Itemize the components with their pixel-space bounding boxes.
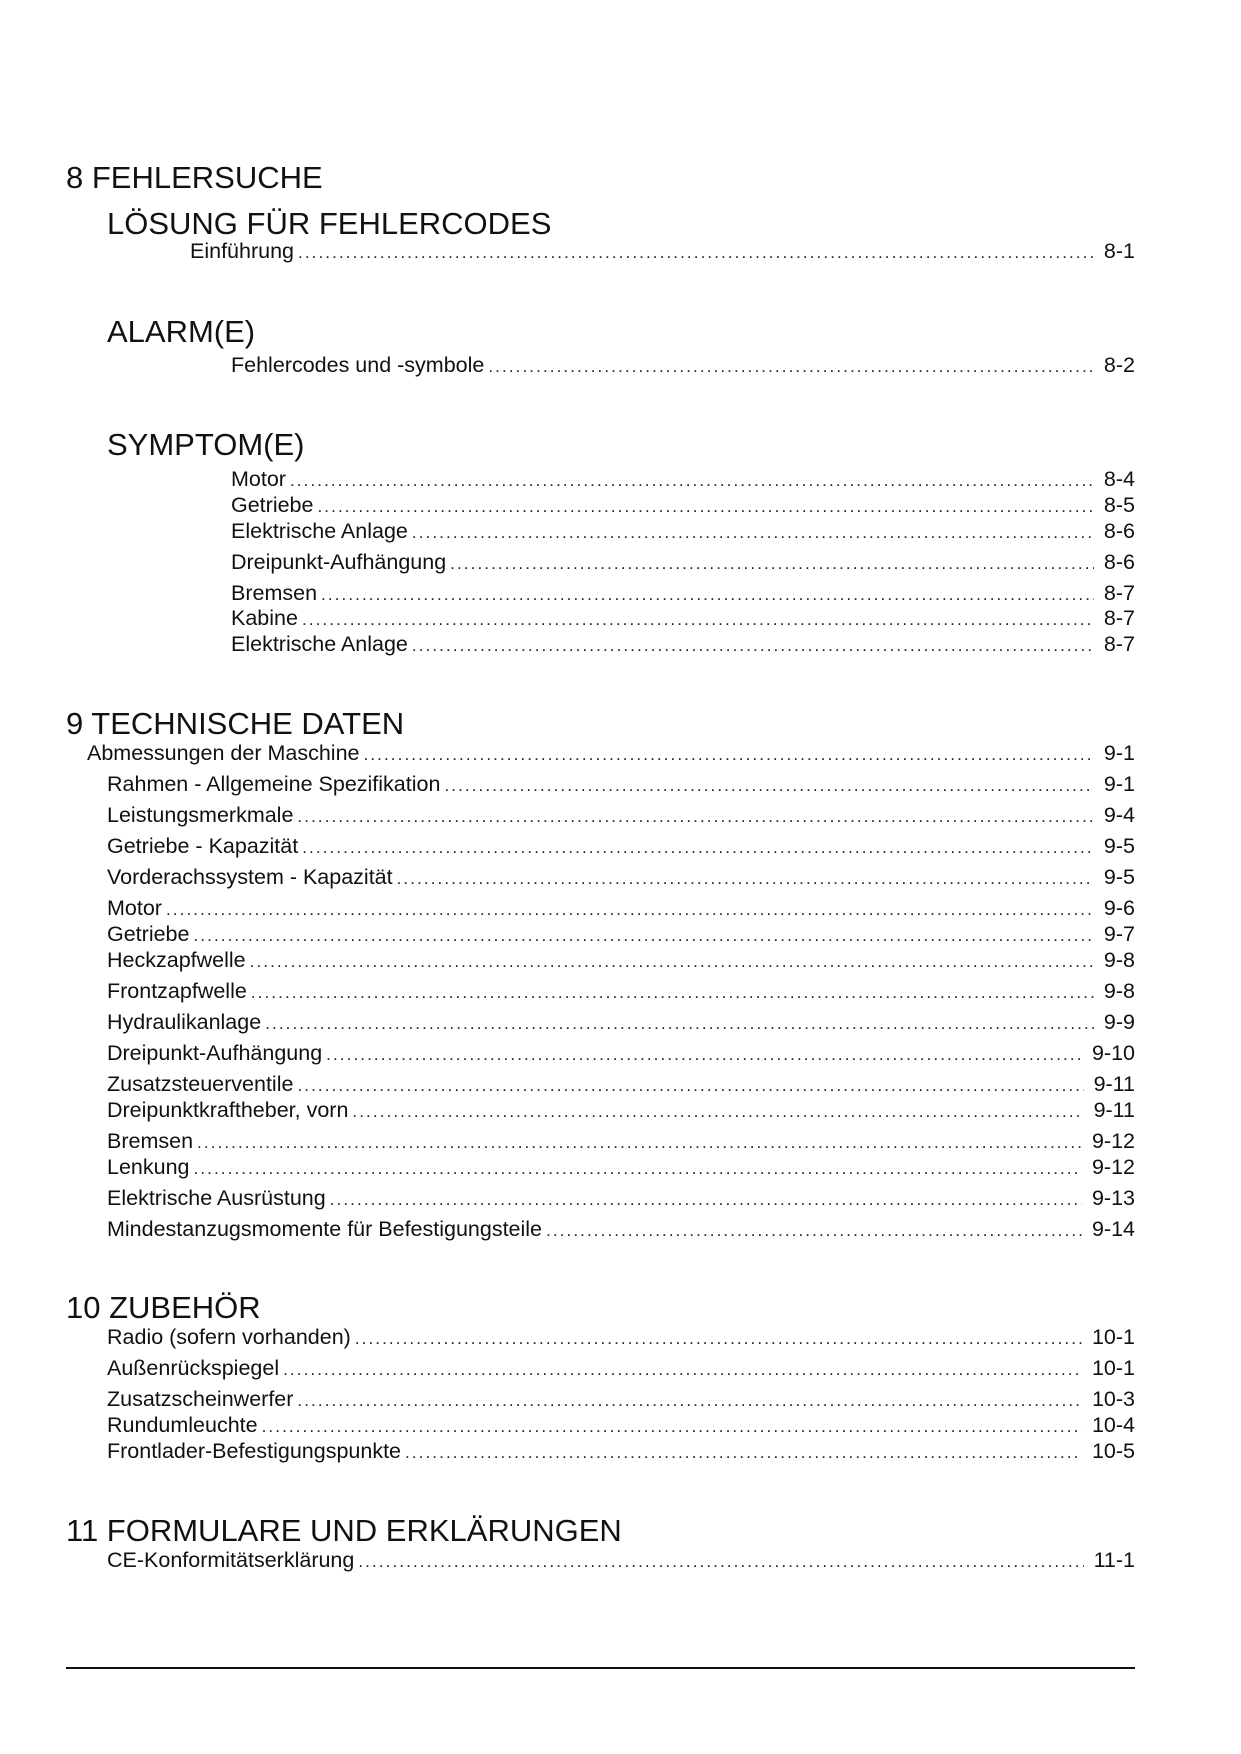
toc-entry-page: 8-5	[1103, 493, 1135, 517]
toc-entry[interactable]	[107, 772, 1135, 796]
toc-entry-label: Frontzapfwelle	[107, 979, 247, 1003]
toc-entry-page: 9-1	[1103, 772, 1135, 796]
dot-leader	[250, 950, 1094, 972]
toc-entry-page: 9-11	[1093, 1098, 1135, 1122]
dot-leader	[298, 241, 1094, 263]
toc-entry-label: CE-Konformitätserklärung	[107, 1548, 355, 1572]
toc-entry-label: Einführung	[190, 239, 294, 263]
toc-entry[interactable]	[231, 581, 1135, 605]
dot-leader	[321, 583, 1094, 605]
toc-entry[interactable]	[107, 1072, 1135, 1096]
dot-leader	[297, 805, 1094, 827]
toc-entry-page: 9-12	[1091, 1155, 1135, 1179]
dot-leader	[302, 608, 1094, 630]
toc-entry[interactable]	[107, 1010, 1135, 1034]
dot-leader	[412, 521, 1094, 543]
section-11-heading: 11 FORMULARE UND ERKLÄRUNGEN	[66, 1513, 622, 1548]
toc-entry-label: Vorderachssystem - Kapazität	[107, 865, 393, 889]
dot-leader	[358, 1550, 1083, 1572]
toc-entry-label: Radio (sofern vorhanden)	[107, 1325, 351, 1349]
toc-entry-label: Lenkung	[107, 1155, 190, 1179]
toc-entry-label: Mindestanzugsmomente für Befestigungsteile	[107, 1217, 543, 1241]
alarm-heading: ALARM(E)	[107, 314, 256, 349]
toc-entry-page: 9-5	[1103, 834, 1135, 858]
toc-entry[interactable]	[231, 467, 1135, 491]
dot-leader	[193, 924, 1093, 946]
dot-leader	[450, 552, 1094, 574]
dot-leader	[488, 355, 1094, 377]
toc-entry-label: Bremsen	[231, 581, 318, 605]
toc-entry-page: 8-7	[1103, 632, 1135, 656]
toc-entry-label: Außenrückspiegel	[107, 1356, 280, 1380]
toc-entry-label: Dreipunktkraftheber, vorn	[107, 1098, 349, 1122]
dot-leader	[262, 1415, 1082, 1437]
dot-leader	[297, 1389, 1082, 1411]
toc-entry-page: 9-10	[1091, 1041, 1135, 1065]
toc-entry-label: Motor	[107, 896, 162, 920]
dot-leader	[397, 867, 1094, 889]
toc-entry[interactable]	[107, 803, 1135, 827]
dot-leader	[405, 1441, 1082, 1463]
toc-entry-page: 9-12	[1091, 1129, 1135, 1153]
toc-entry-label: Kabine	[231, 606, 298, 630]
toc-entry-page: 9-11	[1093, 1072, 1135, 1096]
dot-leader	[290, 469, 1094, 491]
toc-entry-label: Elektrische Anlage	[231, 519, 408, 543]
toc-entry[interactable]	[231, 550, 1135, 574]
dot-leader	[317, 495, 1093, 517]
dot-leader	[330, 1188, 1082, 1210]
toc-entry-page: 9-8	[1103, 948, 1135, 972]
dot-leader	[302, 836, 1094, 858]
toc-entry[interactable]	[107, 1413, 1135, 1437]
dot-leader	[326, 1043, 1082, 1065]
toc-entry-label: Elektrische Anlage	[231, 632, 408, 656]
toc-entry-page: 9-9	[1103, 1010, 1135, 1034]
toc-entry-label: Heckzapfwelle	[107, 948, 246, 972]
toc-entry[interactable]	[107, 865, 1135, 889]
toc-entry-label: Zusatzscheinwerfer	[107, 1387, 294, 1411]
toc-entry[interactable]	[107, 1387, 1135, 1411]
toc-entry[interactable]	[107, 1155, 1135, 1179]
toc-entry-page: 11-1	[1093, 1548, 1135, 1572]
toc-entry-page: 10-4	[1091, 1413, 1135, 1437]
toc-entry[interactable]	[190, 239, 1135, 263]
toc-entry[interactable]	[107, 922, 1135, 946]
toc-entry-page: 8-6	[1103, 550, 1135, 574]
toc-entry-label: Motor	[231, 467, 286, 491]
toc-entry-label: Frontlader-Befestigungspunkte	[107, 1439, 402, 1463]
dot-leader	[194, 1157, 1082, 1179]
toc-entry-page: 9-6	[1103, 896, 1135, 920]
section-9-heading: 9 TECHNISCHE DATEN	[66, 706, 405, 741]
toc-entry-label: Elektrische Ausrüstung	[107, 1186, 326, 1210]
dot-leader	[364, 743, 1094, 765]
toc-entry-label: Zusatzsteuerventile	[107, 1072, 294, 1096]
toc-entry[interactable]	[107, 1325, 1135, 1349]
toc-entry-page: 10-1	[1091, 1325, 1135, 1349]
toc-entry[interactable]	[107, 948, 1135, 972]
toc-entry[interactable]	[87, 741, 1135, 765]
toc-entry-page: 8-2	[1103, 353, 1135, 377]
dot-leader	[297, 1074, 1083, 1096]
dot-leader	[166, 898, 1094, 920]
toc-entry[interactable]	[231, 632, 1135, 656]
toc-entry[interactable]	[107, 1439, 1135, 1463]
dot-leader	[283, 1358, 1082, 1380]
toc-entry-page: 9-5	[1103, 865, 1135, 889]
section-10-heading: 10 ZUBEHÖR	[66, 1290, 261, 1325]
dot-leader	[412, 634, 1094, 656]
toc-entry-page: 10-5	[1091, 1439, 1135, 1463]
dot-leader	[546, 1219, 1082, 1241]
toc-entry-page: 9-13	[1091, 1186, 1135, 1210]
toc-entry[interactable]	[107, 896, 1135, 920]
toc-entry-label: Getriebe - Kapazität	[107, 834, 299, 858]
dot-leader	[265, 1012, 1094, 1034]
toc-entry-label: Hydraulikanlage	[107, 1010, 262, 1034]
toc-entry[interactable]	[231, 606, 1135, 630]
toc-entry-page: 9-7	[1103, 922, 1135, 946]
toc-entry-label: Abmessungen der Maschine	[87, 741, 360, 765]
toc-entry-page: 8-4	[1103, 467, 1135, 491]
toc-entry-label: Getriebe	[231, 493, 314, 517]
toc-entry[interactable]	[107, 1217, 1135, 1241]
toc-entry-page: 9-4	[1103, 803, 1135, 827]
toc-entry-page: 10-3	[1091, 1387, 1135, 1411]
toc-entry[interactable]	[231, 493, 1135, 517]
dot-leader	[444, 774, 1093, 796]
toc-entry[interactable]	[107, 1129, 1135, 1153]
dot-leader	[352, 1100, 1083, 1122]
toc-entry-page: 9-8	[1103, 979, 1135, 1003]
toc-entry[interactable]	[231, 519, 1135, 543]
toc-entry-label: Bremsen	[107, 1129, 194, 1153]
toc-entry-page: 8-7	[1103, 606, 1135, 630]
toc-entry-label: Fehlercodes und -symbole	[231, 353, 485, 377]
toc-entry[interactable]	[107, 1356, 1135, 1380]
dot-leader	[251, 981, 1094, 1003]
toc-entry[interactable]	[107, 1098, 1135, 1122]
dot-leader	[197, 1131, 1082, 1153]
dot-leader	[355, 1327, 1082, 1349]
footer-rule	[66, 1667, 1135, 1669]
toc-entry-page: 8-7	[1103, 581, 1135, 605]
toc-entry[interactable]	[107, 979, 1135, 1003]
toc-entry-label: Rahmen - Allgemeine Spezifikation	[107, 772, 441, 796]
loesung-heading: LÖSUNG FÜR FEHLERCODES	[107, 206, 552, 241]
toc-entry-label: Rundumleuchte	[107, 1413, 258, 1437]
toc-entry-page: 9-14	[1091, 1217, 1135, 1241]
toc-entry[interactable]	[107, 1548, 1135, 1572]
toc-entry-label: Dreipunkt-Aufhängung	[107, 1041, 323, 1065]
symptom-heading: SYMPTOM(E)	[107, 427, 305, 462]
toc-entry-page: 8-1	[1103, 239, 1135, 263]
toc-entry-label: Dreipunkt-Aufhängung	[231, 550, 447, 574]
toc-entry[interactable]	[107, 1041, 1135, 1065]
toc-entry[interactable]	[107, 834, 1135, 858]
toc-entry-page: 8-6	[1103, 519, 1135, 543]
toc-entry-page: 9-1	[1103, 741, 1135, 765]
toc-entry[interactable]	[107, 1186, 1135, 1210]
toc-entry-label: Getriebe	[107, 922, 190, 946]
toc-entry[interactable]	[231, 353, 1135, 377]
toc-entry-label: Leistungsmerkmale	[107, 803, 294, 827]
toc-entry-page: 10-1	[1091, 1356, 1135, 1380]
section-8-heading: 8 FEHLERSUCHE	[66, 160, 323, 195]
